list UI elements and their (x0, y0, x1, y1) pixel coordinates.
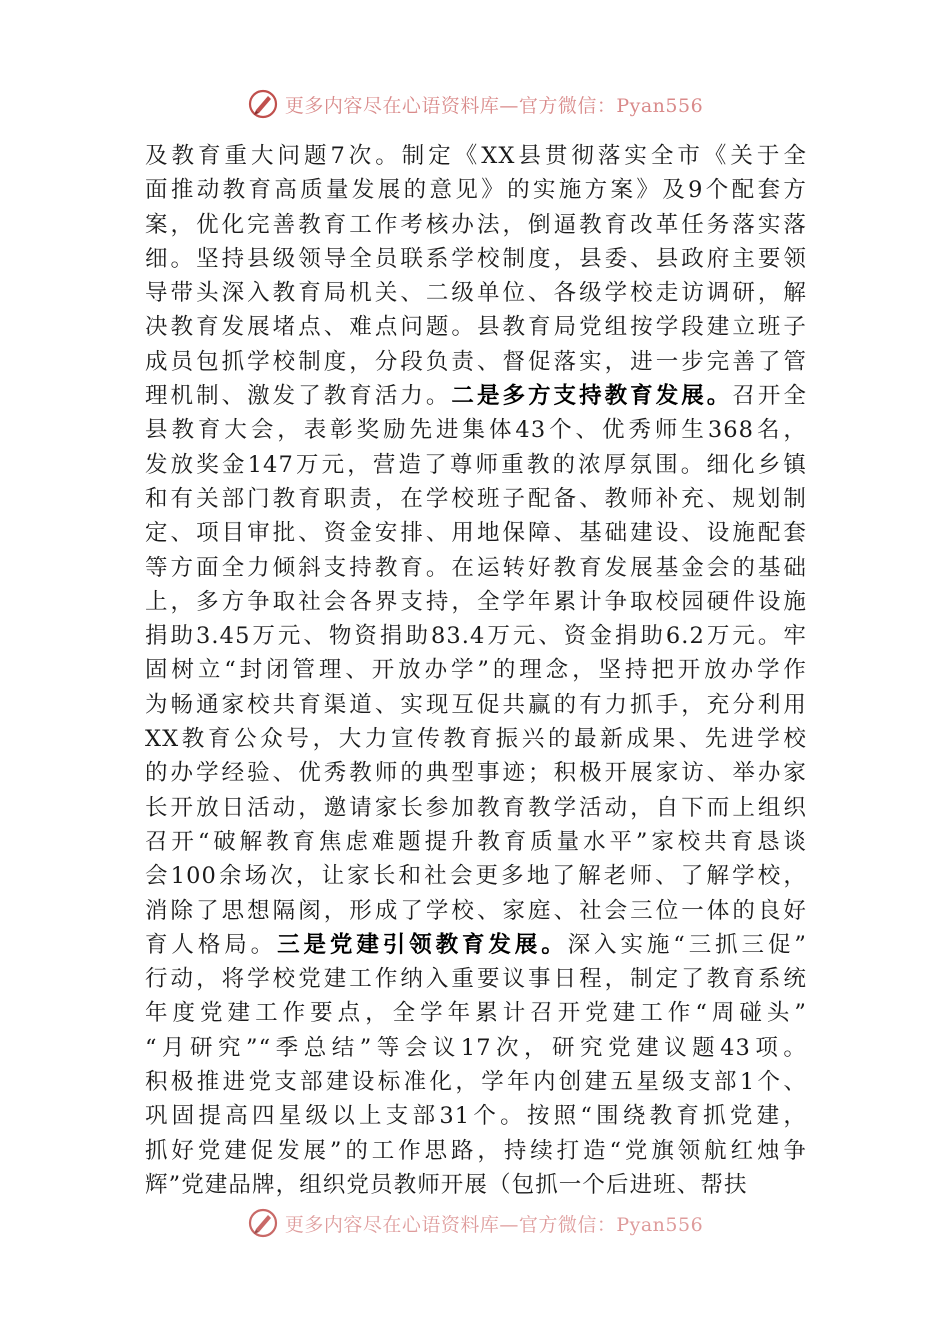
body-text-segment: 理机制、激发了教育活力。 (145, 383, 452, 410)
body-text-segment: 积极推进党支部建设标准化，学年内创建五星级支部1个、 (145, 1069, 807, 1096)
body-text-segment: 决教育发展堵点、难点问题。县教育局党组按学段建立班子 (145, 314, 807, 341)
footer-watermark (0, 1203, 950, 1243)
pen-logo-icon (247, 88, 279, 120)
text-line (145, 928, 807, 962)
text-line (145, 1134, 807, 1168)
body-text-segment: 导带头深入教育局机关、二级单位、各级学校走访调研，解 (145, 280, 807, 307)
document-body (145, 139, 807, 1202)
body-text-segment: 成员包抓学校制度，分段负责、督促落实，进一步完善了管 (145, 348, 807, 375)
body-text-segment: XX教育公众号，大力宣传教育振兴的最新成果、先进学校 (145, 726, 807, 753)
text-line (145, 551, 807, 585)
text-line (145, 722, 807, 756)
body-text-segment: 召开“破解教育焦虑难题提升教育质量水平”家校共育恳谈 (145, 828, 807, 855)
watermark-text: 更多内容尽在心语资料库—官方微信：Pyan556 (284, 94, 704, 117)
text-line (145, 516, 807, 550)
body-text-segment: “月研究”“季总结”等会议17次，研究党建议题43项。 (145, 1034, 807, 1061)
body-text-segment: 及教育重大问题7次。制定《XX县贯彻落实全市《关于全 (145, 143, 807, 169)
text-line (145, 1099, 807, 1133)
text-line (145, 859, 807, 893)
text-line (145, 139, 807, 173)
body-text-segment: 发放奖金147万元，营造了尊师重教的浓厚氛围。细化乡镇 (145, 451, 807, 478)
text-line (145, 688, 807, 722)
body-text-segment: 行动，将学校党建工作纳入重要议事日程，制定了教育系统 (145, 966, 807, 993)
body-text-segment: 固树立“封闭管理、开放办学”的理念，坚持把开放办学作 (145, 657, 807, 684)
text-line (145, 345, 807, 379)
text-line (145, 242, 807, 276)
body-text-segment: 的办学经验、优秀教师的典型事迹；积极开展家访、举办家 (145, 760, 807, 787)
text-line (145, 996, 807, 1030)
body-text-segment: 等方面全力倾斜支持教育。在运转好教育发展基金会的基础 (145, 554, 807, 581)
watermark-text: 更多内容尽在心语资料库—官方微信：Pyan556 (284, 1213, 704, 1236)
pen-logo-icon (247, 1207, 279, 1239)
bold-heading-text: 三是党建引领教育发展。 (277, 931, 568, 958)
text-line (145, 1065, 807, 1099)
body-text-segment: 和有关部门教育职责，在学校班子配备、教师补充、规划制 (145, 485, 807, 512)
text-line (145, 448, 807, 482)
body-text-segment: 会100余场次，让家长和社会更多地了解老师、了解学校， (145, 863, 807, 890)
text-line (145, 173, 807, 207)
text-line (145, 962, 807, 996)
text-line (145, 619, 807, 653)
text-line (145, 379, 807, 413)
body-text-segment: 捐助3.45万元、物资捐助83.4万元、资金捐助6.2万元。牢 (145, 623, 807, 650)
body-text-segment: 深入实施“三抓三促” (567, 931, 807, 958)
text-line (145, 276, 807, 310)
text-line (145, 1168, 807, 1202)
text-line (145, 894, 807, 928)
text-line (145, 413, 807, 447)
body-text-segment: 年度党建工作要点，全学年累计召开党建工作“周碰头” (145, 1000, 807, 1027)
body-text-segment: 上，多方争取社会各界支持，全学年累计争取校园硬件设施 (145, 588, 807, 615)
text-line (145, 791, 807, 825)
body-text-segment: 县教育大会，表彰奖励先进集体43个、优秀师生368名， (145, 417, 807, 444)
bold-heading-text: 二是多方支持教育发展。 (451, 383, 733, 410)
text-line (145, 310, 807, 344)
body-text-segment: 召开全 (732, 383, 807, 410)
body-text-segment: 消除了思想隔阂，形成了学校、家庭、社会三位一体的良好 (145, 897, 807, 924)
text-line (145, 208, 807, 242)
body-text-segment: 巩固提高四星级以上支部31个。按照“围绕教育抓党建， (145, 1103, 807, 1130)
header-watermark (0, 84, 950, 124)
body-text-segment: 案，优化完善教育工作考核办法，倒逼教育改革任务落实落 (145, 211, 807, 238)
text-line (145, 585, 807, 619)
body-text-segment: 长开放日活动，邀请家长参加教育教学活动，自下而上组织 (145, 794, 807, 821)
body-text-segment: 抓好党建促发展”的工作思路，持续打造“党旗领航红烛争 (145, 1137, 807, 1164)
text-line (145, 482, 807, 516)
body-text-segment: 面推动教育高质量发展的意见》的实施方案》及9个配套方 (145, 177, 807, 204)
body-text-segment: 育人格局。 (145, 931, 278, 958)
text-line (145, 1031, 807, 1065)
body-text-segment: 细。坚持县级领导全员联系学校制度，县委、县政府主要领 (145, 245, 807, 272)
text-line (145, 653, 807, 687)
body-text-segment: 为畅通家校共育渠道、实现互促共赢的有力抓手，充分利用 (145, 691, 807, 718)
text-line (145, 756, 807, 790)
text-line (145, 825, 807, 859)
body-text-segment: 定、项目审批、资金安排、用地保障、基础建设、设施配套 (145, 520, 807, 547)
body-text-segment: 辉”党建品牌，组织党员教师开展（包抓一个后进班、帮扶 (145, 1171, 748, 1198)
